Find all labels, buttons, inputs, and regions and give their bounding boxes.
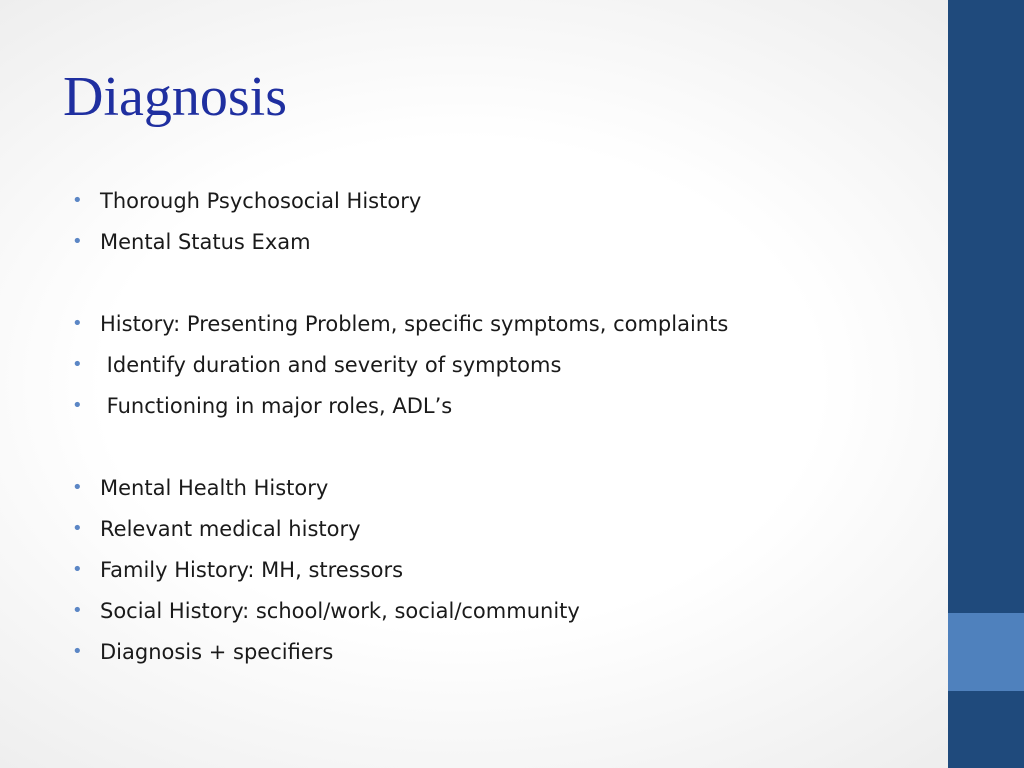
bullet-icon: • <box>72 558 83 580</box>
bullet-item <box>72 468 932 509</box>
bullet-item <box>72 632 932 673</box>
bullet-text: Identify duration and severity of symptoms <box>100 353 562 377</box>
bullet-text: Functioning in major roles, ADL’s <box>100 394 453 418</box>
bullet-item <box>72 222 932 263</box>
bullet-text: Mental Health History <box>100 476 329 500</box>
bullet-text: History: Presenting Problem, specific symptoms, complaints <box>100 312 729 336</box>
side-bar-bottom-segment <box>948 691 1024 768</box>
bullet-item <box>72 509 932 550</box>
slide-title: Diagnosis <box>63 66 287 128</box>
bullet-text: Social History: school/work, social/community <box>100 599 580 623</box>
bullet-icon: • <box>72 230 83 252</box>
bullet-spacer <box>72 427 932 468</box>
bullet-text: Mental Status Exam <box>100 230 311 254</box>
side-bar-middle-segment <box>948 613 1024 691</box>
bullet-text: Family History: MH, stressors <box>100 558 404 582</box>
bullet-text: Thorough Psychosocial History <box>100 189 422 213</box>
bullet-item <box>72 181 932 222</box>
bullet-list <box>72 181 932 673</box>
bullet-item <box>72 386 932 427</box>
bullet-item <box>72 550 932 591</box>
side-accent-bar <box>948 0 1024 768</box>
bullet-item <box>72 591 932 632</box>
bullet-icon: • <box>72 599 83 621</box>
bullet-item <box>72 345 932 386</box>
bullet-icon: • <box>72 189 83 211</box>
bullet-spacer <box>72 263 932 304</box>
bullet-icon: • <box>72 312 83 334</box>
bullet-text: Relevant medical history <box>100 517 361 541</box>
bullet-icon: • <box>72 476 83 498</box>
bullet-icon: • <box>72 640 83 662</box>
bullet-icon: • <box>72 394 83 416</box>
bullet-text: Diagnosis + specifiers <box>100 640 334 664</box>
side-bar-top-segment <box>948 0 1024 613</box>
bullet-item <box>72 304 932 345</box>
bullet-icon: • <box>72 517 83 539</box>
bullet-icon: • <box>72 353 83 375</box>
